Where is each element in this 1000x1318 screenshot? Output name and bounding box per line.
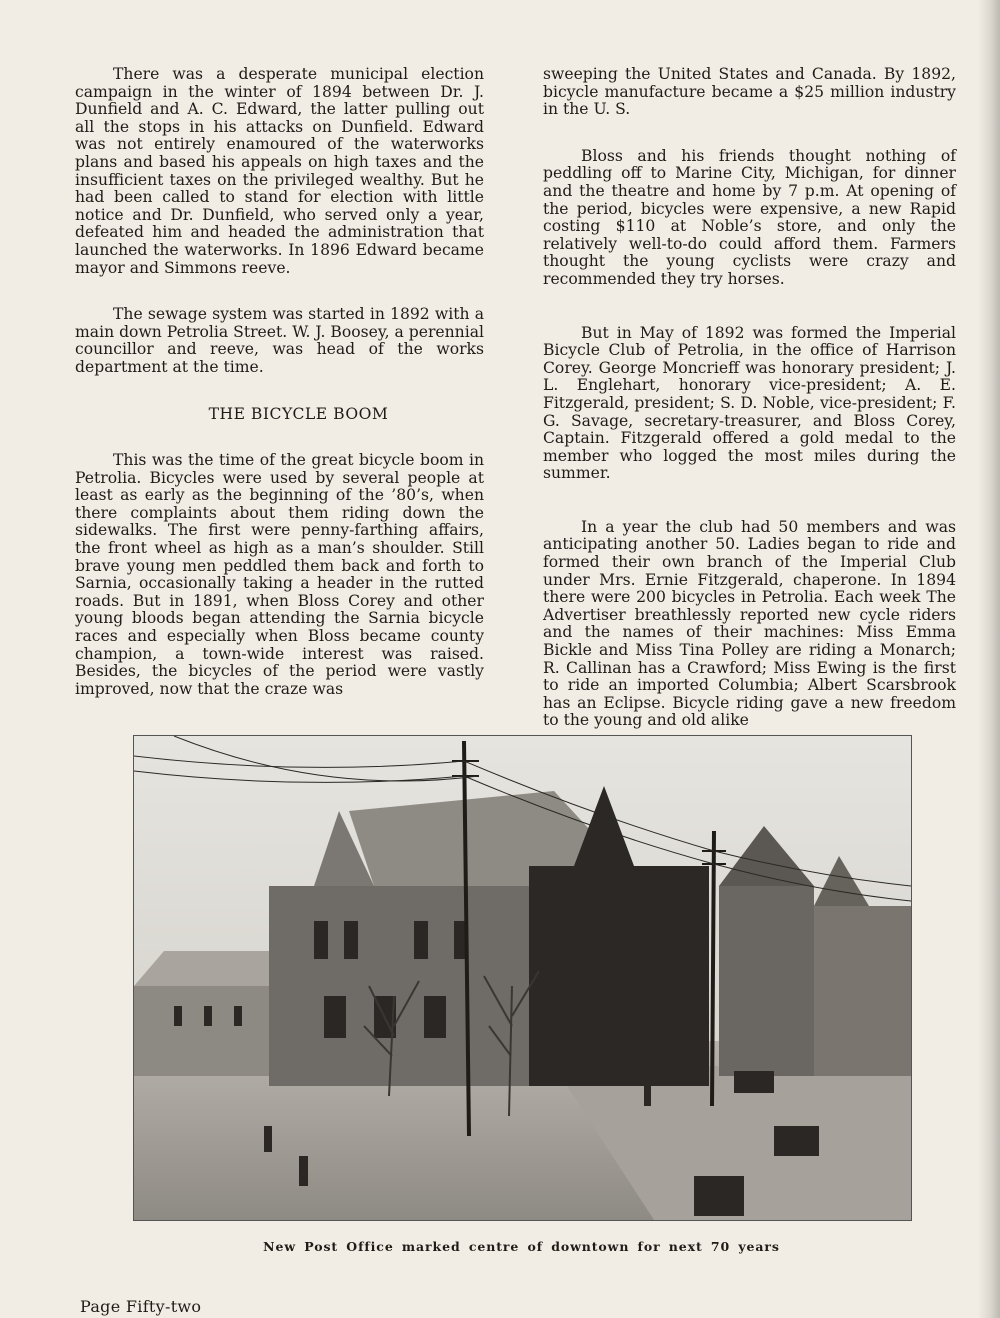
paragraph-bicycle-boom: This was the time of the great bicycle boom in Petrolia. Bicycles were used by several people at least as early as the beginning of the ’80’s, when there complaints about them riding down the sidewalks. The first were penny-farthing affairs, the front wheel as high as a man’s shoulder. Still brave young men peddled them back and forth to Sarnia, occasionally taking a header in the rutted roads. But in 1891, when Bloss Corey and other young bloods began attending the Sarnia bicycle races and especially when Bloss became county champion, a town-wide interest was raised. Besides, the bicycles of the period were vastly improved, now that the craze was	[75, 451, 484, 698]
section-heading: THE BICYCLE BOOM	[208, 404, 389, 423]
paragraph-sewage: The sewage system was started in 1892 with a main down Petrolia Street. W. J. Boosey, a perennial councillor and reeve, was head of the works department at the time.	[75, 305, 484, 376]
paragraph-election: There was a desperate municipal election campaign in the winter of 1894 between Dr. J. Dunfield and A. C. Edward, the latter pulling out all the stops in his attacks on Dunfield. Edward was not entirely enamoured of the waterworks plans and based his appeals on high taxes and the insufficient taxes on the privileged wealthy. But he had been called to stand for election with little notice and Dr. Dunfield, who served only a year, defeated him and headed the administration that launched the waterworks. In 1896 Edward became mayor and Simmons reeve.	[75, 65, 484, 277]
paragraph-club-growth: In a year the club had 50 members and was anticipating another 50. Ladies began to ride and formed their own branch of the Imperial Club under Mrs. Ernie Fitzgerald, chaperone. In 1894 there were 200 bicycles in Petrolia. Each week The Advertiser breathlessly reported new cycle riders and the names of their machines: Miss Emma Bickle and Miss Tina Polley are riding a Monarch; R. Callinan has a Crawford; Miss Ewing is the first to ride an imported Columbia; Albert Scarsbrook has an Eclipse. Bicycle riding gave a new freedom to the young and old alike	[543, 517, 956, 730]
paragraph-bloss: Bloss and his friends thought nothing of peddling off to Marine City, Michigan, for dinner and the theatre and home by 7 p.m. At opening of the period, bicycles were expensive, a new Rapid costing $110 at Noble’s store, and only the relatively well-to-do could afford them. Farmers thought the young cyclists were crazy and recommended they try horses.	[543, 146, 956, 288]
left-column	[75, 66, 484, 698]
page-number: Page Fifty-two	[80, 1297, 202, 1316]
page-binding-shadow	[978, 0, 1000, 1318]
right-column	[543, 66, 956, 730]
post-office-photo	[133, 735, 912, 1221]
photo-caption: New Post Office marked centre of downtown for next 70 years	[263, 1239, 780, 1254]
paragraph-continued: sweeping the United States and Canada. By 1892, bicycle manufacture became a $25 million industry in the U. S.	[543, 65, 956, 119]
paragraph-imperial-club: But in May of 1892 was formed the Imperial Bicycle Club of Petrolia, in the office of Harrison Corey. George Moncrieff was honorary president; J. L. Englehart, honorary vice-president; A. E. Fitzgerald, president; S. D. Noble, vice-president; F. G. Savage, secretary-treasurer, and Bloss Corey, Captain. Fitzgerald offered a gold medal to the member who logged the most miles during the summer.	[543, 323, 956, 483]
